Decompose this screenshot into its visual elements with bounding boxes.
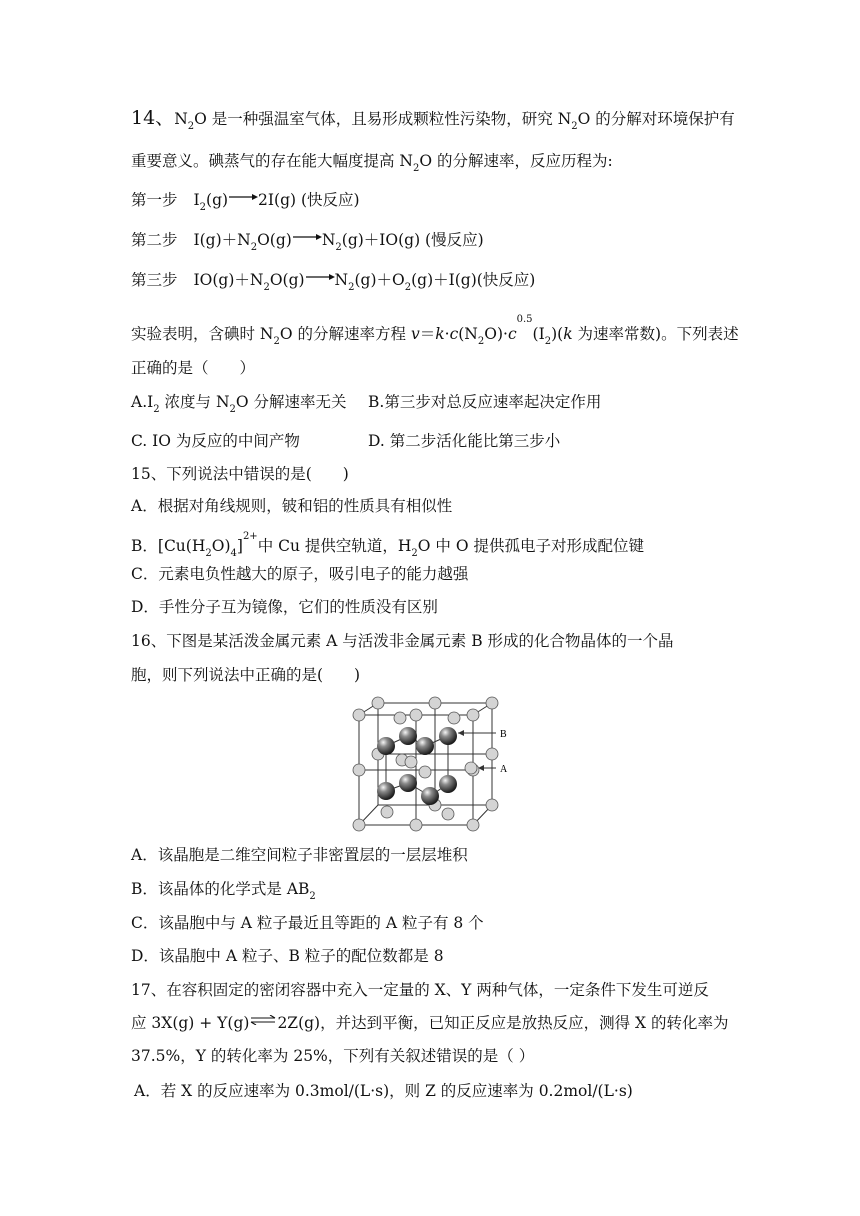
- equilibrium-arrow-icon: [249, 1015, 277, 1025]
- q16-option-d: D．该晶胞中 A 粒子、B 粒子的配位数都是 8: [131, 947, 444, 965]
- q14-option-d: D. 第二步活化能比第三步小: [368, 432, 561, 450]
- q17-line-3: 37.5%，Y 的转化率为 25%，下列有关叙述错误的是（ ）: [131, 1047, 535, 1065]
- q16-option-b: B．该晶体的化学式是 $AB_2$: [131, 880, 316, 902]
- label-a: A: [500, 764, 508, 775]
- q15-option-b: B．$[Cu(H_2O)_4]^{2+}$中 Cu 提供空轨道，$H_2O$ 中 O 提供孤电子对形成配位键: [131, 531, 644, 559]
- q16-option-a: A．该晶胞是二维空间粒子非密置层的一层层堆积: [131, 846, 468, 864]
- q14-step-2: 第二步 $I(g)+N_2O(g)$ $N_2(g)+IO(g)$ (慢反应): [131, 231, 484, 253]
- q17-line-2: 应 3X(g) + Y(g) 2Z(g)，并达到平衡，已知正反应是放热反应，测得 X 的转化率为: [131, 1014, 729, 1032]
- q16-stem-1: 16、下图是某活泼金属元素 A 与活泼非金属元素 B 形成的化合物晶体的一个晶: [131, 632, 674, 650]
- q14-step-1: 第一步 $I_2(g)$ 2I(g) (快反应): [131, 191, 360, 213]
- q14-option-c: C. IO 为反应的中间产物: [131, 432, 300, 450]
- q14-option-b: B.第三步对总反应速率起决定作用: [368, 393, 602, 411]
- q14-line-correct: 正确的是（ ）: [131, 359, 256, 377]
- q14-line-2: 重要意义。碘蒸气的存在能大幅度提高 $N_2O$ 的分解速率，反应历程为:: [131, 152, 613, 174]
- q14-rate-equation: 实验表明，含碘时 $N_2O$ 的分解速率方程 $v=k\cdot c(N_2O)\cdot c^{0.5}(I_2)(k$ 为速率常数)。下列表述: [131, 314, 739, 347]
- crystal-cell-diagram: [350, 696, 520, 832]
- q15-option-c: C．元素电负性越大的原子，吸引电子的能力越强: [131, 565, 469, 583]
- q15-option-a: A．根据对角线规则，铍和铝的性质具有相似性: [131, 497, 453, 515]
- label-b: B: [500, 729, 507, 740]
- q14-step-3: 第三步 $IO(g)+N_2O(g)$ $N_2(g)+O_2(g)+I(g)$(快反应): [131, 271, 536, 293]
- q15-option-d: D．手性分子互为镜像，它们的性质没有区别: [131, 598, 438, 616]
- reaction-arrow-icon: [228, 193, 258, 201]
- q17-line-1: 17、在容积固定的密闭容器中充入一定量的 X、Y 两种气体，一定条件下发生可逆反: [131, 981, 709, 999]
- arrow-b-icon: [458, 730, 464, 736]
- q15-stem: 15、下列说法中错误的是( ): [131, 465, 349, 483]
- q16-stem-2: 胞，则下列说法中正确的是( ): [131, 666, 361, 684]
- reaction-arrow-icon: [292, 233, 322, 241]
- q14-line-1: 14、$N_2O$ 是一种强温室气体，且易形成颗粒性污染物，研究 $N_2O$ 的分解对环境保护有: [131, 107, 735, 132]
- q14-option-a: $A.I_2$ 浓度与 $N_2O$ 分解速率无关: [131, 393, 347, 415]
- reaction-arrow-icon: [305, 273, 335, 281]
- q16-option-c: C．该晶胞中与 A 粒子最近且等距的 A 粒子有 8 个: [131, 914, 484, 932]
- q17-option-a: A．若 X 的反应速率为 0.3mol/(L·s)，则 Z 的反应速率为 0.2mol/(L·s): [134, 1082, 633, 1100]
